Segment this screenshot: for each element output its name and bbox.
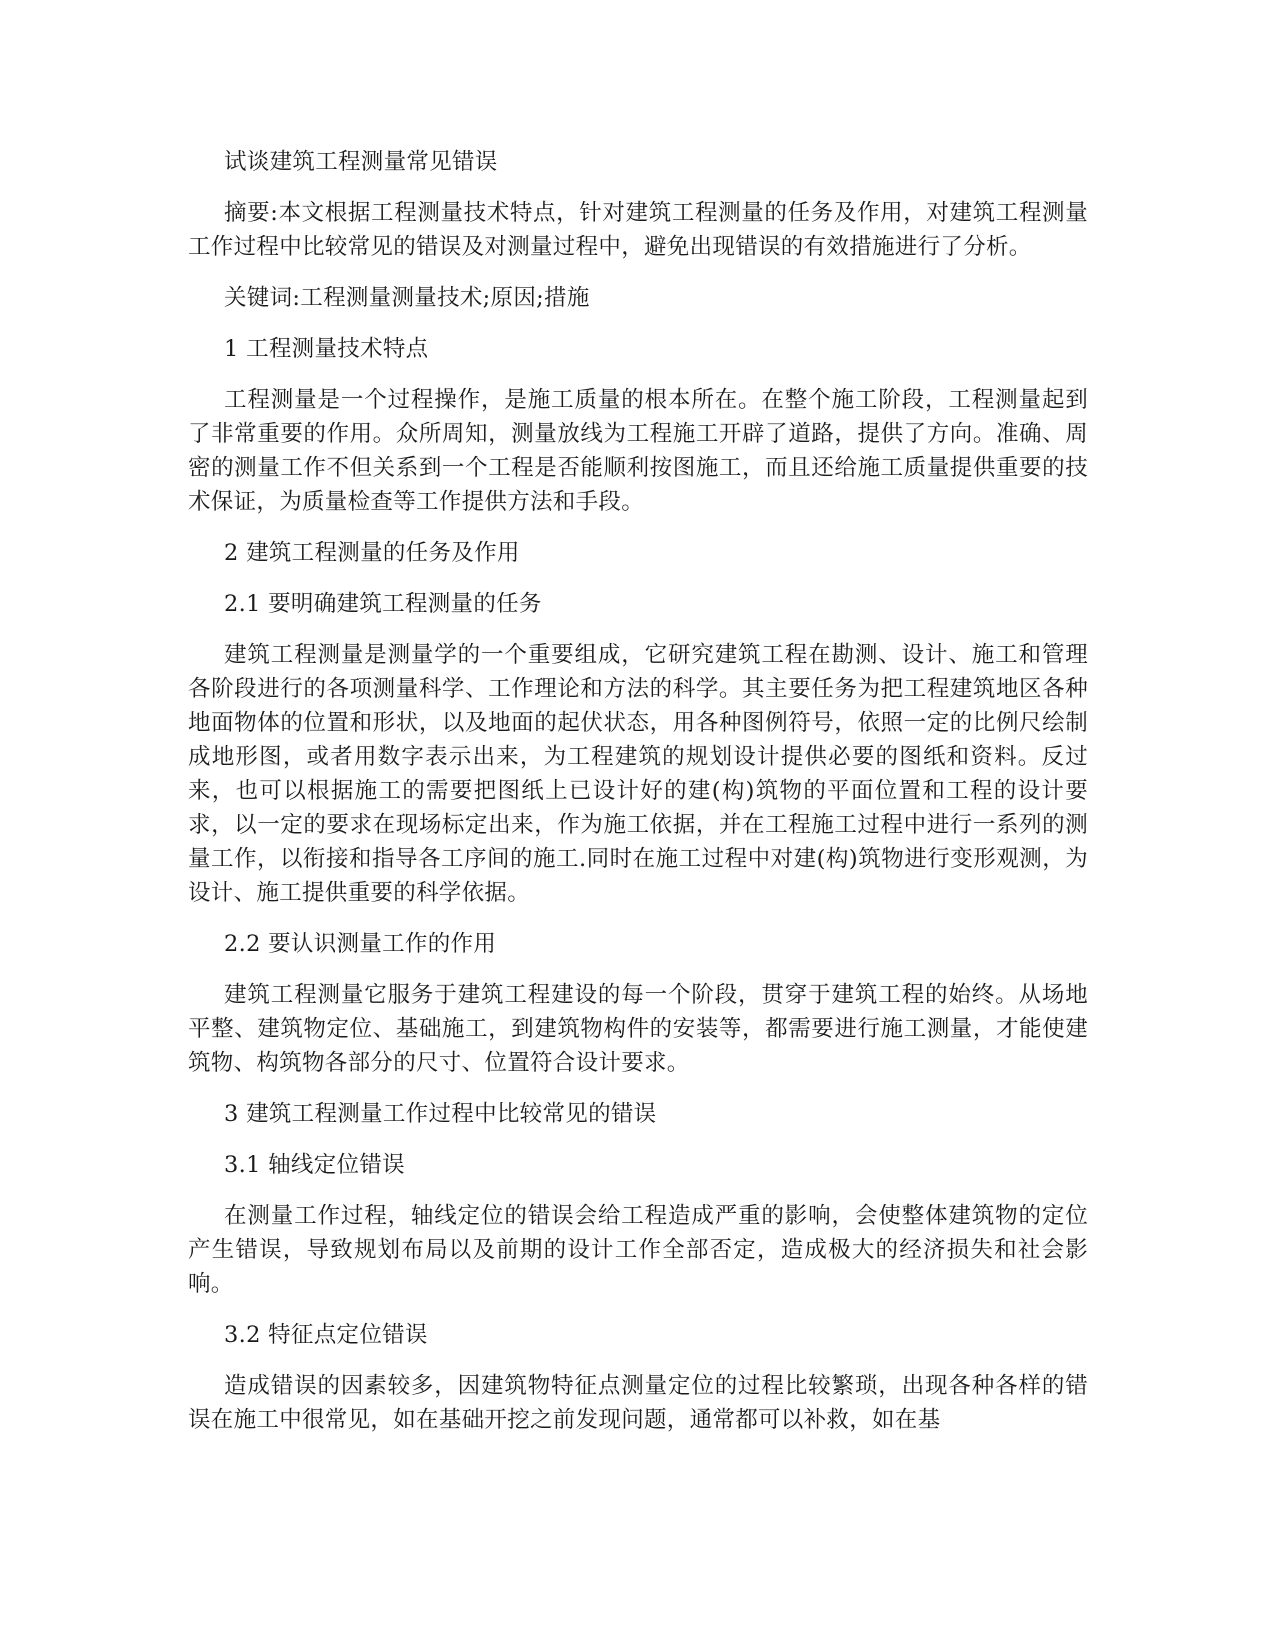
subsection-heading: 2.2 要认识测量工作的作用 <box>224 931 497 957</box>
subsection-heading: 2.1 要明确建筑工程测量的任务 <box>224 591 542 617</box>
subsection-heading: 3.2 特征点定位错误 <box>224 1322 428 1348</box>
section-paragraph: 建筑工程测量是测量学的一个重要组成，它研究建筑工程在勘测、设计、施工和管理各阶段进行的各项测量科学、工作理论和方法的科学。其主要任务为把工程建筑地区各种地面物体的位置和形状，以及地面的起伏状态，用各种图例符号，依照一定的比例尺绘制成地形图，或者用数字表示出来，为工程建筑的规划设计提供必要的图纸和资料。反过来，也可以根据施工的需要把图纸上已设计好的建(构)筑物的平面位置和工程的设计要求，以一定的要求在现场标定出来，作为施工依据，并在工程施工过程中进行一系列的测量工作，以衔接和指导各工序间的施工.同时在施工过程中对建(构)筑物进行变形观测，为设计、施工提供重要的科学依据。 <box>188 642 1088 906</box>
section-paragraph: 建筑工程测量它服务于建筑工程建设的每一个阶段，贯穿于建筑工程的始终。从场地平整、建筑物定位、基础施工，到建筑物构件的安装等，都需要进行施工测量，才能使建筑物、构筑物各部分的尺寸、位置符合设计要求。 <box>188 982 1088 1076</box>
keywords-line: 关键词:工程测量测量技术;原因;措施 <box>224 285 590 311</box>
subsection-heading: 3.1 轴线定位错误 <box>224 1152 405 1178</box>
document-body <box>188 145 1088 1454</box>
section-paragraph: 工程测量是一个过程操作，是施工质量的根本所在。在整个施工阶段，工程测量起到了非常重要的作用。众所周知，测量放线为工程施工开辟了道路，提供了方向。准确、周密的测量工作不但关系到一个工程是否能顺利按图施工，而且还给施工质量提供重要的技术保证，为质量检查等工作提供方法和手段。 <box>188 387 1088 515</box>
section-heading: 3 建筑工程测量工作过程中比较常见的错误 <box>224 1101 657 1127</box>
section-heading: 1 工程测量技术特点 <box>224 336 429 362</box>
section-paragraph: 在测量工作过程，轴线定位的错误会给工程造成严重的影响，会使整体建筑物的定位产生错误，导致规划布局以及前期的设计工作全部否定，造成极大的经济损失和社会影响。 <box>188 1203 1088 1297</box>
section-paragraph: 造成错误的因素较多，因建筑物特征点测量定位的过程比较繁琐，出现各种各样的错误在施工中很常见，如在基础开挖之前发现问题，通常都可以补救，如在基 <box>188 1373 1088 1433</box>
abstract-paragraph: 摘要:本文根据工程测量技术特点，针对建筑工程测量的任务及作用，对建筑工程测量工作过程中比较常见的错误及对测量过程中，避免出现错误的有效措施进行了分析。 <box>188 200 1088 260</box>
document-title: 试谈建筑工程测量常见错误 <box>224 149 498 175</box>
section-heading: 2 建筑工程测量的任务及作用 <box>224 540 520 566</box>
